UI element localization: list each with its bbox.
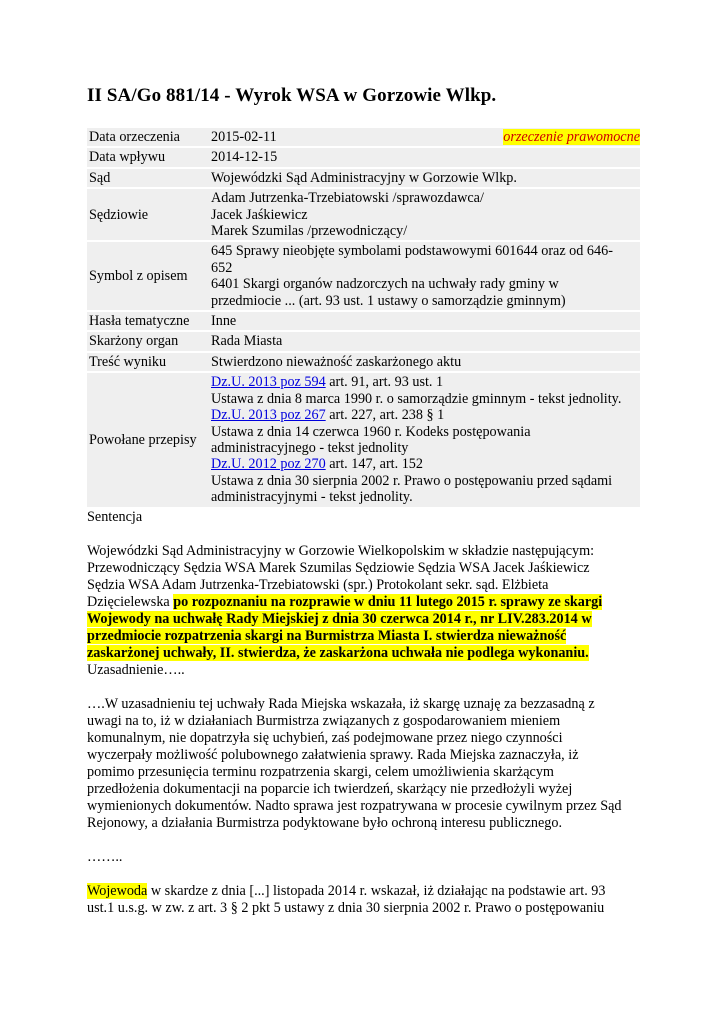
highlighted-term: Wojewoda — [87, 882, 148, 899]
sentencja-body — [87, 543, 640, 679]
document-page — [87, 84, 640, 917]
row-hasla — [87, 312, 640, 330]
row-skarzony — [87, 332, 640, 350]
text-line: pomimo przesunięcia terminu rozpatrzenia skargi, celem umożliwienia skarżącym — [87, 763, 554, 780]
label-hasla: Hasła tematyczne — [87, 312, 207, 330]
label-symbol: Symbol z opisem — [87, 242, 207, 310]
label-data-orzeczenia: Data orzeczenia — [87, 128, 207, 146]
text-span: w skardze z dnia [...] listopada 2014 r. wskazał, iż działając na podstawie art. 93 — [147, 882, 606, 899]
text-line: Uzasadnienie….. — [87, 661, 185, 678]
symbol-line: przedmiocie ... (art. 93 ust. 1 ustawy o samorządzie gminnym) — [211, 292, 566, 309]
symbol-line: 652 — [211, 259, 233, 276]
label-przepisy: Powołane przepisy — [87, 373, 207, 506]
row-data-wplywu — [87, 148, 640, 166]
status-badge: orzeczenie prawomocne — [503, 129, 640, 145]
highlighted-verdict: po rozpoznaniu na rozprawie w dniu 11 lutego 2015 r. sprawy ze skargi — [173, 593, 603, 610]
value-hasla: Inne — [207, 312, 640, 330]
text-line: Sędzia WSA Adam Jutrzenka-Trzebiatowski (spr.) Protokolant sekr. sąd. Elżbieta — [87, 576, 549, 593]
highlighted-verdict: przedmiocie rozpatrzenia skargi na Burmistrza Miasta I. stwierdza nieważność — [87, 627, 567, 644]
row-sedziowie — [87, 189, 640, 240]
text-line: komunalnym, nie dopatrzyła się uchybień, zaś podejmowane przez niego czynności — [87, 729, 563, 746]
text-line: uwagi na to, iż w działaniach Burmistrza związanych z gospodarowaniem mieniem — [87, 712, 561, 729]
law-link[interactable]: Dz.U. 2013 poz 594 — [211, 374, 326, 391]
label-skarzony: Skarżony organ — [87, 332, 207, 350]
law-description: Ustawa z dnia 30 sierpnia 2002 r. Prawo o postępowaniu przed sądami — [211, 472, 613, 489]
law-description: administracyjnego - tekst jednolity — [211, 439, 409, 456]
highlighted-verdict: zaskarżonej uchwały, II. stwierdza, że zaskarżona uchwała nie podlega wykonaniu. — [87, 644, 589, 661]
text-line: ….W uzasadnieniu tej uchwały Rada Miejska wskazała, iż skargę uznaję za bezzasadną z — [87, 695, 595, 712]
value-skarzony: Rada Miasta — [207, 332, 640, 350]
law-link[interactable]: Dz.U. 2013 poz 267 — [211, 407, 326, 424]
law-articles: art. 91, art. 93 ust. 1 — [325, 374, 444, 391]
highlighted-verdict: Wojewody na uchwałę Rady Miejskiej z dnia 30 czerwca 2014 r., nr LIV.283.2014 w — [87, 610, 592, 627]
text-line: wyczerpały możliwość polubownego załatwienia sprawy. Rada Miejska zaznaczyła, iż — [87, 746, 579, 763]
sentencja-heading: Sentencja — [87, 508, 143, 525]
judge: Jacek Jaśkiewicz — [211, 206, 308, 223]
value-tresc: Stwierdzono nieważność zaskarżonego aktu — [207, 353, 640, 371]
row-data-orzeczenia — [87, 128, 640, 146]
label-data-wplywu: Data wpływu — [87, 148, 207, 166]
row-sad — [87, 169, 640, 187]
judge: Marek Szumilas /przewodniczący/ — [211, 223, 408, 240]
text-line: Wojewódzki Sąd Administracyjny w Gorzowie Wielkopolskim w składzie następującym: — [87, 542, 595, 559]
judge: Adam Jutrzenka-Trzebiatowski /sprawozdawca/ — [211, 190, 484, 207]
law-articles: art. 227, art. 238 § 1 — [325, 407, 445, 424]
text-line: Przewodniczący Sędzia WSA Marek Szumilas Sędziowie Sędzia WSA Jacek Jaśkiewicz — [87, 559, 590, 576]
text-line: ust.1 u.s.g. w zw. z art. 3 § 2 pkt 5 ustawy z dnia 30 sierpnia 2002 r. Prawo o postępowaniu — [87, 899, 605, 916]
law-description: Ustawa z dnia 8 marca 1990 r. o samorządzie gminnym - tekst jednolity. — [211, 390, 622, 407]
final-paragraph — [87, 883, 640, 917]
value-data-orzeczenia: 2015-02-11 — [211, 129, 277, 145]
text-span: Dzięcielewska — [87, 593, 174, 610]
text-line: wymienionych dokumentów. Nadto sprawa jest rozpatrywana w procesie cywilnym przez Sąd — [87, 797, 622, 814]
label-tresc: Treść wyniku — [87, 353, 207, 371]
value-data-wplywu: 2014-12-15 — [207, 148, 640, 166]
value-sad: Wojewódzki Sąd Administracyjny w Gorzowie Wlkp. — [207, 169, 640, 187]
law-description: administracyjnymi - tekst jednolity. — [211, 489, 413, 506]
row-symbol — [87, 242, 640, 310]
law-description: Ustawa z dnia 14 czerwca 1960 r. Kodeks postępowania — [211, 423, 531, 440]
law-articles: art. 147, art. 152 — [325, 456, 423, 473]
page-title: II SA/Go 881/14 - Wyrok WSA w Gorzowie Wlkp. — [87, 85, 497, 106]
label-sad: Sąd — [87, 169, 207, 187]
uzasadnienie-body — [87, 696, 640, 832]
text-line: Rejonowy, a działania Burmistrza podyktowane było ochroną interesu publicznego. — [87, 814, 563, 831]
symbol-line: 645 Sprawy nieobjęte symbolami podstawowymi 601644 oraz od 646- — [211, 243, 613, 260]
law-link[interactable]: Dz.U. 2012 poz 270 — [211, 456, 326, 473]
text-line: przedłożenia dokumentacji na poparcie ich twierdzeń, skarżący nie przedłożyli wyżej — [87, 780, 573, 797]
metadata-table — [87, 126, 640, 509]
row-tresc — [87, 353, 640, 371]
row-przepisy — [87, 373, 640, 506]
symbol-line: 6401 Skargi organów nadzorczych na uchwały rady gminy w — [211, 276, 559, 293]
label-sedziowie: Sędziowie — [87, 189, 207, 240]
ellipsis-line: …….. — [87, 848, 123, 865]
